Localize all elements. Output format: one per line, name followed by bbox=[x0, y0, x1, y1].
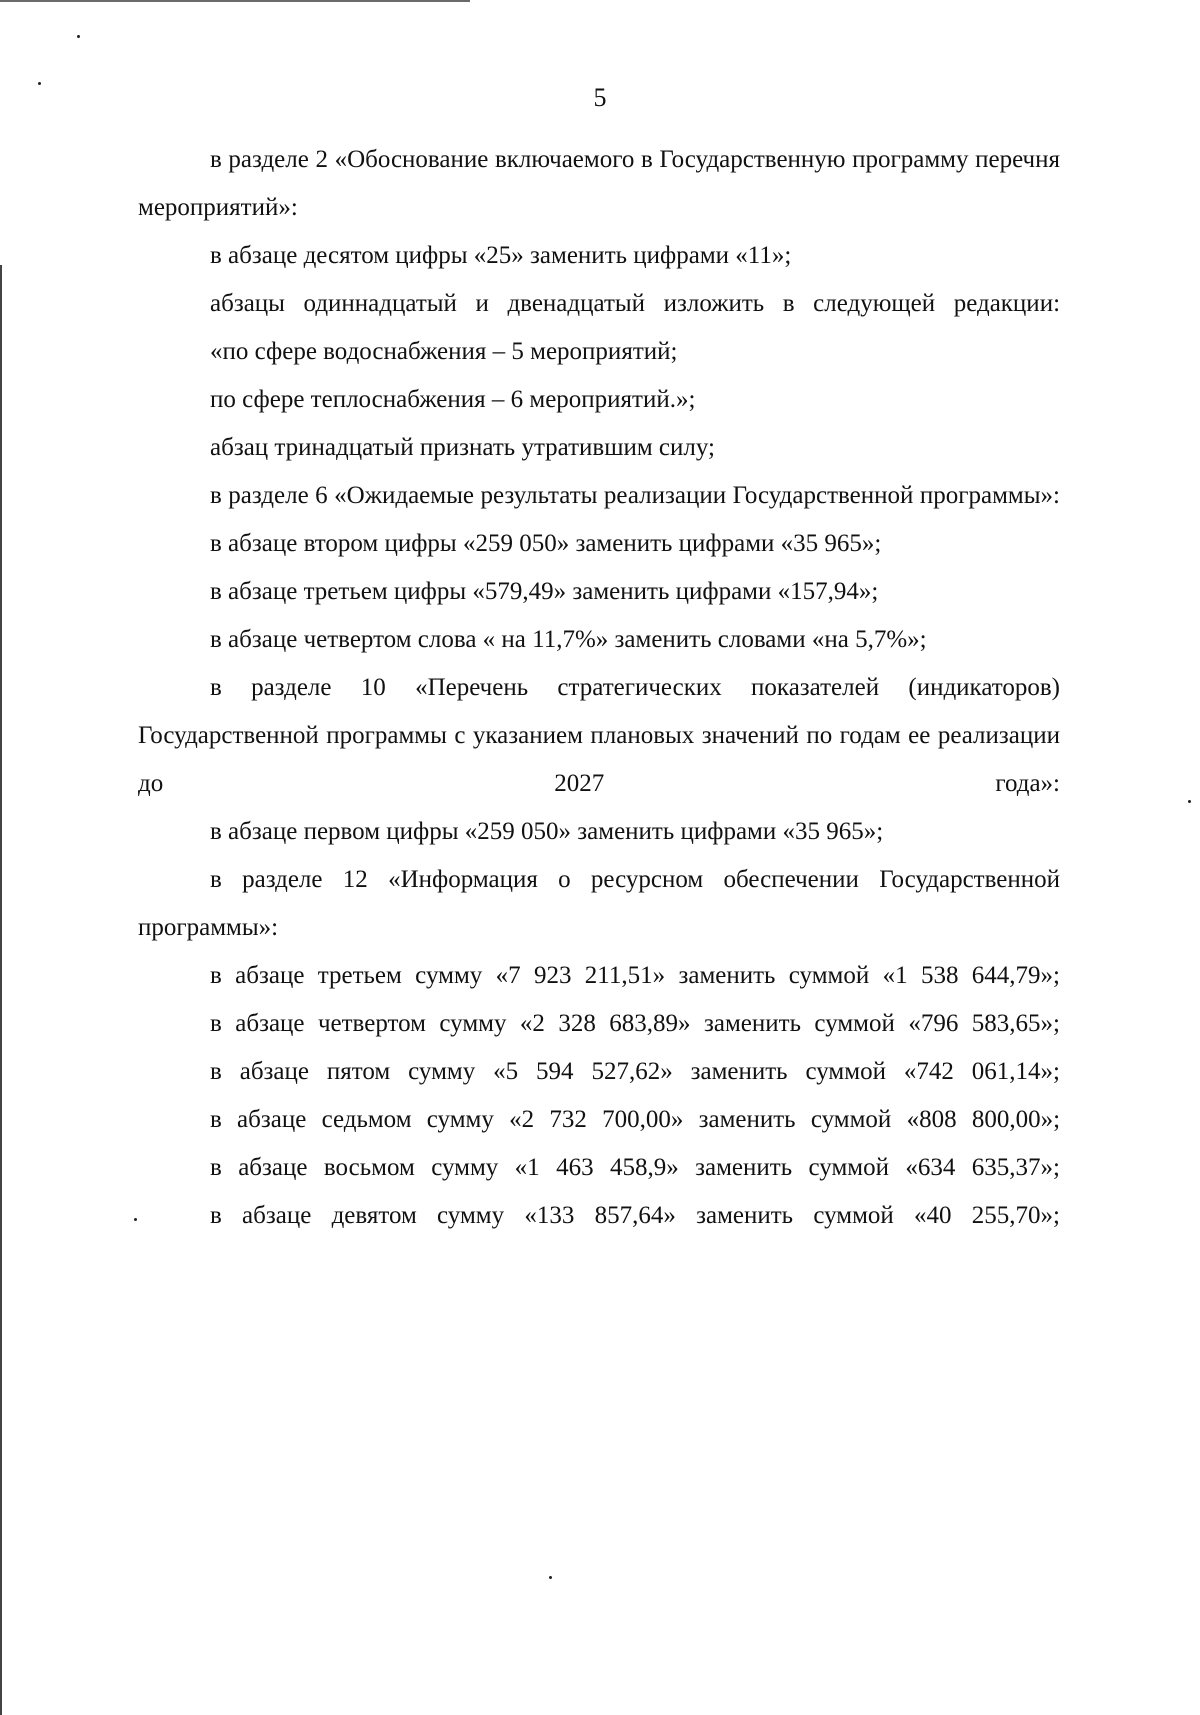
paragraph bbox=[138, 1192, 1060, 1240]
paragraph bbox=[138, 808, 1060, 856]
paragraph bbox=[138, 952, 1060, 1000]
paragraph bbox=[138, 616, 1060, 664]
text-line: в абзаце пятом сумму «5 594 527,62» заменить суммой bbox=[210, 1058, 886, 1085]
text-line: программу перечня мероприятий»: bbox=[138, 146, 1060, 221]
paragraph bbox=[138, 376, 1060, 424]
text-line: в разделе 10 «Перечень стратегических показателей (индикаторов) bbox=[210, 674, 1060, 701]
text-line: в абзаце третьем сумму «7 923 211,51» заменить суммой bbox=[210, 962, 870, 989]
paragraph bbox=[138, 1048, 1060, 1096]
text-line: «742 061,14»; bbox=[903, 1058, 1061, 1085]
paragraph bbox=[138, 1000, 1060, 1048]
text-line: абзацы одиннадцатый и двенадцатый изложить в следующей bbox=[210, 290, 936, 317]
scan-speck bbox=[549, 1576, 552, 1579]
text-line: «40 255,70»; bbox=[914, 1202, 1060, 1229]
paragraph bbox=[138, 280, 1060, 328]
scan-speck bbox=[77, 35, 80, 38]
text-line: в разделе 12 «Информация о ресурсном обеспечении bbox=[210, 866, 859, 893]
scan-edge-left bbox=[0, 265, 2, 1715]
text-line: в абзаце десятом цифры «25» заменить цифрами «11»; bbox=[210, 242, 792, 269]
text-line: редакции: bbox=[953, 290, 1061, 317]
text-line: реализации до 2027 года»: bbox=[138, 722, 1060, 797]
text-line: «808 800,00»; bbox=[906, 1106, 1061, 1133]
text-line: в абзаце втором цифры «259 050» заменить цифрами «35 965»; bbox=[210, 530, 882, 557]
text-line: «796 583,65»; bbox=[908, 1010, 1060, 1037]
paragraph bbox=[138, 520, 1060, 568]
text-line: «по сфере водоснабжения – 5 мероприятий; bbox=[210, 338, 678, 365]
paragraph bbox=[138, 424, 1060, 472]
scan-speck bbox=[1188, 800, 1191, 803]
text-line: Государственной программы»: bbox=[138, 866, 1060, 941]
paragraph bbox=[138, 328, 1060, 376]
document-body bbox=[138, 136, 1060, 1240]
text-line: в разделе 2 «Обоснование включаемого в Государственную bbox=[210, 146, 846, 173]
text-line: «1 538 644,79»; bbox=[882, 962, 1061, 989]
paragraph bbox=[138, 856, 1060, 952]
paragraph bbox=[138, 1144, 1060, 1192]
paragraph bbox=[138, 136, 1060, 232]
text-line: «634 635,37»; bbox=[905, 1154, 1060, 1181]
paragraph bbox=[138, 472, 1060, 520]
text-line: в абзаце девятом сумму «133 857,64» заменить суммой bbox=[210, 1202, 894, 1229]
paragraph bbox=[138, 664, 1060, 808]
text-line: программы»: bbox=[919, 482, 1060, 509]
paragraph bbox=[138, 568, 1060, 616]
text-line: в разделе 6 «Ожидаемые результаты реализации Государственной bbox=[210, 482, 914, 509]
text-line: Государственной программы с указанием плановых значений по годам ее bbox=[138, 722, 931, 749]
text-line: в абзаце первом цифры «259 050» заменить цифрами «35 965»; bbox=[210, 818, 884, 845]
text-line: в абзаце восьмом сумму «1 463 458,9» заменить суммой bbox=[210, 1154, 889, 1181]
scan-edge-top bbox=[0, 0, 470, 2]
scan-speck bbox=[134, 1218, 137, 1221]
page-number: 5 bbox=[593, 83, 607, 112]
paragraph bbox=[138, 1096, 1060, 1144]
paragraph bbox=[138, 232, 1060, 280]
text-line: в абзаце седьмом сумму «2 732 700,00» заменить суммой bbox=[210, 1106, 892, 1133]
text-line: абзац тринадцатый признать утратившим силу; bbox=[210, 434, 715, 461]
text-line: в абзаце четвертом слова « на 11,7%» заменить словами «на 5,7%»; bbox=[210, 626, 927, 653]
text-line: по сфере теплоснабжения – 6 мероприятий.»; bbox=[210, 386, 696, 413]
text-line: в абзаце третьем цифры «579,49» заменить цифрами «157,94»; bbox=[210, 578, 879, 605]
text-line: в абзаце четвертом сумму «2 328 683,89» заменить суммой bbox=[210, 1010, 895, 1037]
